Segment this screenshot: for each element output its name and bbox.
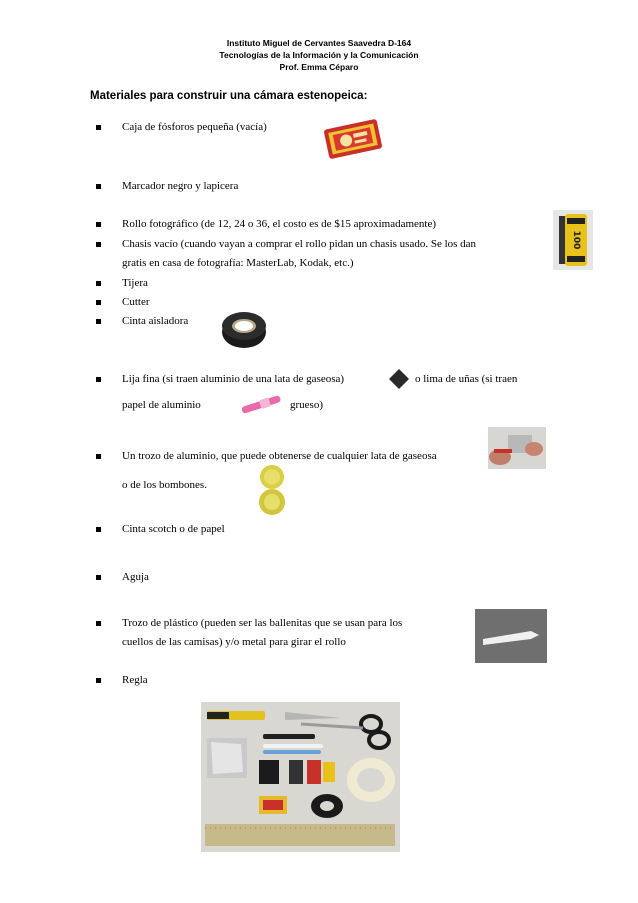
list-item-cutter: Cutter	[122, 296, 150, 308]
header-institution: Instituto Miguel de Cervantes Saavedra D-164	[226, 38, 412, 48]
cutting-foil-image	[488, 427, 546, 469]
list-item-chassis: Chasis vacío (cuando vayan a comprar el rollo pidan un chasis usado. Se los dan	[122, 238, 477, 250]
materials-photo	[201, 702, 400, 852]
header-subject: Tecnologías de la Información y la Comunicación	[219, 50, 419, 60]
bullet	[96, 222, 101, 227]
bullet	[96, 281, 101, 286]
bullet	[96, 621, 101, 626]
list-item-sandpaper-cont: papel de aluminio	[122, 399, 201, 411]
bullet	[96, 319, 101, 324]
list-item-electrical-tape: Cinta aisladora	[122, 315, 189, 327]
gold-foil-image	[255, 462, 291, 518]
bullet	[96, 527, 101, 532]
bullet	[96, 125, 101, 130]
list-item-sandpaper: Lija fina (si traen aluminio de una lata de gaseosa)	[122, 373, 345, 385]
list-item-plastic-strip-cont: cuellos de las camisas) y/o metal para girar el rollo	[122, 636, 346, 648]
bullet	[96, 184, 101, 189]
sandpaper-image	[388, 368, 410, 390]
list-item-scissors: Tijera	[122, 277, 148, 289]
bullet	[96, 678, 101, 683]
film-box-label: 100	[571, 230, 581, 250]
list-item-chassis-cont: gratis en casa de fotografía: MasterLab, Kodak, etc.)	[122, 257, 354, 269]
list-item-needle: Aguja	[122, 571, 149, 583]
bullet	[96, 575, 101, 580]
page-title: Materiales para construir una cámara estenopeica:	[90, 90, 368, 102]
list-item-sandpaper-alt: o lima de uñas (si traen	[415, 373, 518, 385]
list-item-matchbox: Caja de fósforos pequeña (vacía)	[122, 121, 267, 133]
matchbox-image	[320, 116, 386, 162]
list-item-marker: Marcador negro y lapicera	[122, 180, 239, 192]
bullet	[96, 454, 101, 459]
collar-stay-image	[475, 609, 547, 663]
electrical-tape-image	[220, 308, 268, 350]
bullet	[96, 242, 101, 247]
bullet	[96, 377, 101, 382]
list-item-sandpaper-end: grueso)	[290, 399, 323, 411]
list-item-ruler: Regla	[122, 674, 148, 686]
list-item-aluminum: Un trozo de aluminio, que puede obtenerse de cualquier lata de gaseosa	[122, 450, 437, 462]
nail-file-image	[238, 392, 284, 416]
film-roll-image	[553, 210, 593, 270]
list-item-aluminum-cont: o de los bombones.	[122, 479, 207, 491]
list-item-plastic-strip: Trozo de plástico (pueden ser las ballenitas que se usan para los	[122, 617, 403, 629]
header-teacher: Prof. Emma Céparo	[279, 62, 359, 72]
bullet	[96, 300, 101, 305]
list-item-film-roll: Rollo fotográfico (de 12, 24 o 36, el costo es de $15 aproximadamente)	[122, 218, 437, 230]
list-item-scotch-tape: Cinta scotch o de papel	[122, 523, 225, 535]
